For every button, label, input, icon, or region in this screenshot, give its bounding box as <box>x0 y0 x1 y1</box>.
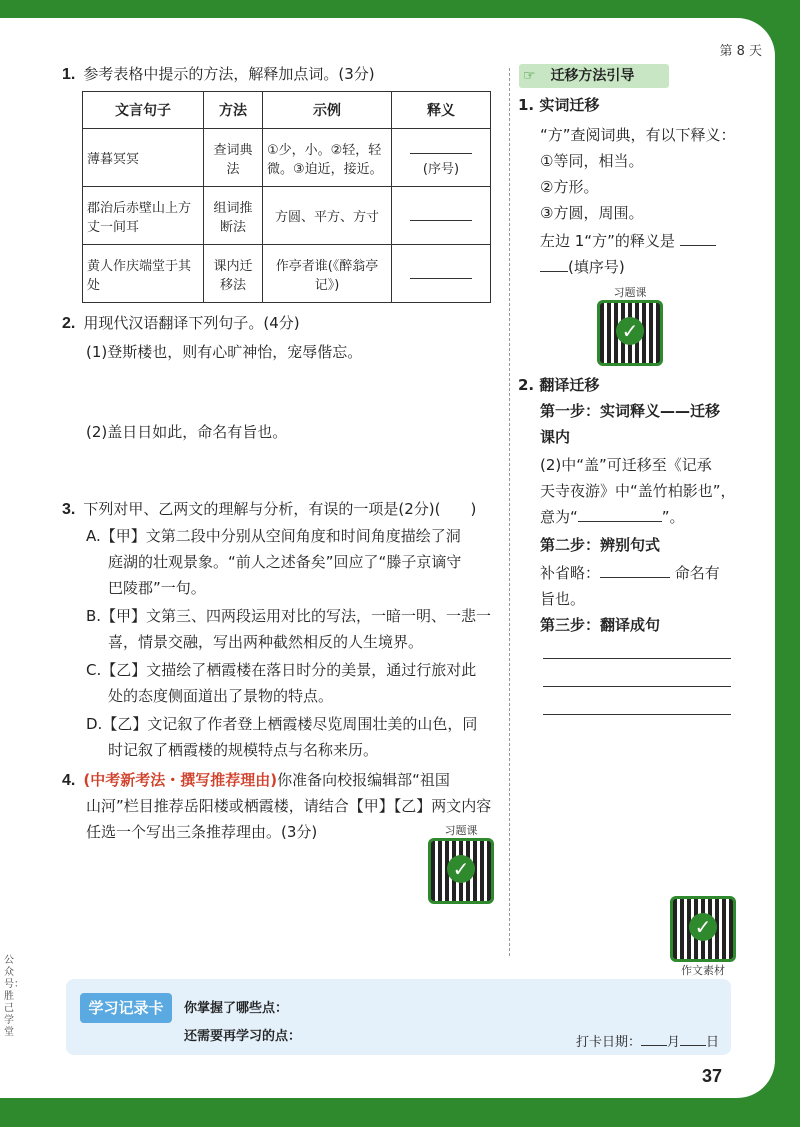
question-tag: (中考新考法・撰写推荐理由) <box>83 771 278 789</box>
answer-line[interactable] <box>543 714 731 715</box>
table-cell: 郡治后赤壁山上方丈一间耳 <box>83 187 204 245</box>
guide-line-text: 左边 1“方”的释义是 <box>540 232 675 250</box>
answer-blank[interactable] <box>578 507 662 522</box>
question-3 <box>62 495 476 524</box>
step-3-title: 第三步：翻译成句 <box>540 616 661 634</box>
question-text: 参考表格中提示的方法，解释加点词。(3分) <box>83 65 375 83</box>
month-blank[interactable] <box>641 1031 667 1046</box>
question-2 <box>62 309 300 338</box>
table-cell: 课内迁移法 <box>204 245 263 303</box>
answer-line[interactable] <box>543 686 731 687</box>
side-watermark-text: 公众号：胜己学堂 <box>4 955 24 1038</box>
question-4-line: 山河”栏目推荐岳阳楼或栖霞楼，请结合【甲】【乙】两文内容 <box>86 797 492 815</box>
translation-sentence-1: (1)登斯楼也，则有心旷神怡，宠辱偕忘。 <box>86 343 363 361</box>
table-header: 示例 <box>263 92 392 129</box>
day-label: 第 8 天 <box>719 44 762 59</box>
answer-blank[interactable] <box>540 257 568 272</box>
table-cell: 黄人作庆端堂于其处 <box>83 245 204 303</box>
table-cell: 薄暮冥冥 <box>83 129 204 187</box>
qr-code-writing-material[interactable] <box>670 896 736 978</box>
answer-cell[interactable] <box>392 129 491 187</box>
qr-label: 习题课 <box>613 286 647 299</box>
option-c-line[interactable]: C.【乙】文描绘了栖霞楼在落日时分的美景，通过行旅对此 <box>86 661 477 679</box>
mastered-points-label: 你掌握了哪些点： <box>184 1001 289 1016</box>
guide-line <box>540 228 716 255</box>
answer-cell[interactable] <box>392 245 491 303</box>
question-number: 2. <box>62 315 76 332</box>
guide-line-text: ”。 <box>661 508 685 526</box>
answer-blank[interactable] <box>600 563 670 578</box>
option-b-line[interactable]: B.【甲】文第三、四两段运用对比的写法，一暗一明、一悲一 <box>86 607 492 625</box>
qr-icon <box>428 838 494 904</box>
review-points-label: 还需要再学习的点： <box>184 1029 302 1044</box>
guide-line: 旨也。 <box>540 590 586 608</box>
table-row <box>83 187 491 245</box>
qr-icon <box>670 896 736 962</box>
question-text: 用现代汉语翻译下列句子。(4分) <box>83 314 300 332</box>
section-2-title: 2. 翻译迁移 <box>518 376 600 394</box>
question-number: 4. <box>62 772 76 789</box>
column-divider <box>509 68 510 956</box>
guide-line: “方”查阅词典，有以下释义： <box>540 126 736 144</box>
step-2-title: 第二步：辨别句式 <box>540 536 661 554</box>
table-cell: 查词典法 <box>204 129 263 187</box>
table-header-row <box>83 92 491 129</box>
table-row <box>83 129 491 187</box>
guide-line-text: 命名有 <box>674 564 720 582</box>
guide-line-text: 补省略： <box>540 564 601 582</box>
guide-line: ③方圆，周围。 <box>540 204 644 222</box>
method-table <box>82 91 491 303</box>
table-header: 释义 <box>392 92 491 129</box>
qr-code-exercise-2[interactable] <box>428 822 494 904</box>
guide-line: ②方形。 <box>540 178 599 196</box>
table-row <box>83 245 491 303</box>
table-cell: ①少，小。②轻，轻微。③迫近，接近。 <box>263 129 392 187</box>
answer-cell[interactable] <box>392 187 491 245</box>
date-label: 打卡日期： <box>576 1035 642 1050</box>
table-header: 方法 <box>204 92 263 129</box>
step-1-title: 第一步：实词释义——迁移 <box>540 402 721 420</box>
answer-line[interactable] <box>543 658 731 659</box>
question-4 <box>62 766 450 795</box>
option-a-line: 巴陵郡”一句。 <box>108 579 206 597</box>
question-number: 1. <box>62 66 76 83</box>
answer-blank[interactable] <box>410 139 472 154</box>
question-number: 3. <box>62 501 76 518</box>
qr-label: 习题课 <box>444 824 478 837</box>
day-blank[interactable] <box>680 1031 706 1046</box>
option-d-line: 时记叙了栖霞楼的规模特点与名称来历。 <box>108 741 379 759</box>
hand-pointer-icon: ☞ <box>523 68 536 84</box>
question-text: 下列对甲、乙两文的理解与分析，有误的一项是(2分)( ) <box>83 500 477 518</box>
answer-blank[interactable] <box>410 264 472 279</box>
answer-blank[interactable] <box>680 231 716 246</box>
question-1 <box>62 60 375 89</box>
step-1-title-cont: 课内 <box>540 428 571 446</box>
section-1-title: 1. 实词迁移 <box>518 96 600 114</box>
answer-blank[interactable] <box>410 206 472 221</box>
guide-line-text: (填序号) <box>568 258 625 276</box>
guide-line <box>540 560 720 587</box>
option-a-line: 庭湖的壮观景象。“前人之述备矣”回应了“滕子京谪守 <box>108 553 462 571</box>
page-number: 37 <box>701 1066 722 1086</box>
option-c-line: 处的态度侧面道出了景物的特点。 <box>108 687 334 705</box>
month-label: 月 <box>667 1035 681 1050</box>
check-icon: ✓ <box>616 317 644 345</box>
option-d-line[interactable]: D.【乙】文记叙了作者登上栖霞楼尽览周围壮美的山色，同 <box>86 715 478 733</box>
guide-line <box>540 254 625 281</box>
table-cell: (序号) <box>422 161 460 177</box>
method-guide-title: 迁移方法引导 <box>550 68 635 84</box>
study-record-card <box>66 979 731 1055</box>
day-label: 日 <box>706 1035 720 1050</box>
guide-line <box>540 504 685 531</box>
qr-code-exercise-1[interactable] <box>597 284 663 366</box>
table-header: 文言句子 <box>83 92 204 129</box>
method-guide-header <box>519 64 669 88</box>
option-b-line: 喜，情景交融，写出两种截然相反的人生境界。 <box>108 633 424 651</box>
qr-label: 作文素材 <box>681 964 725 977</box>
guide-line-text: 意为“ <box>540 508 578 526</box>
guide-line: ①等同，相当。 <box>540 152 644 170</box>
guide-line: 天寺夜游》中“盖竹柏影也”， <box>540 482 736 500</box>
table-cell: 方圆、平方、方寸 <box>263 187 392 245</box>
study-record-badge: 学习记录卡 <box>80 993 172 1023</box>
check-in-date <box>576 1031 719 1050</box>
option-a-line[interactable]: A.【甲】文第二段中分别从空间角度和时间角度描绘了洞 <box>86 527 461 545</box>
check-icon: ✓ <box>689 913 717 941</box>
question-text: 你准备向校报编辑部“祖国 <box>277 771 450 789</box>
qr-icon <box>597 300 663 366</box>
table-cell: 作亭者谁(《醉翁亭记》) <box>263 245 392 303</box>
check-icon: ✓ <box>447 855 475 883</box>
translation-sentence-2: (2)盖日日如此，命名有旨也。 <box>86 423 288 441</box>
table-cell: 组词推断法 <box>204 187 263 245</box>
guide-line: (2)中“盖”可迁移至《记承 <box>540 456 712 474</box>
question-4-line: 任选一个写出三条推荐理由。(3分) <box>86 823 318 841</box>
